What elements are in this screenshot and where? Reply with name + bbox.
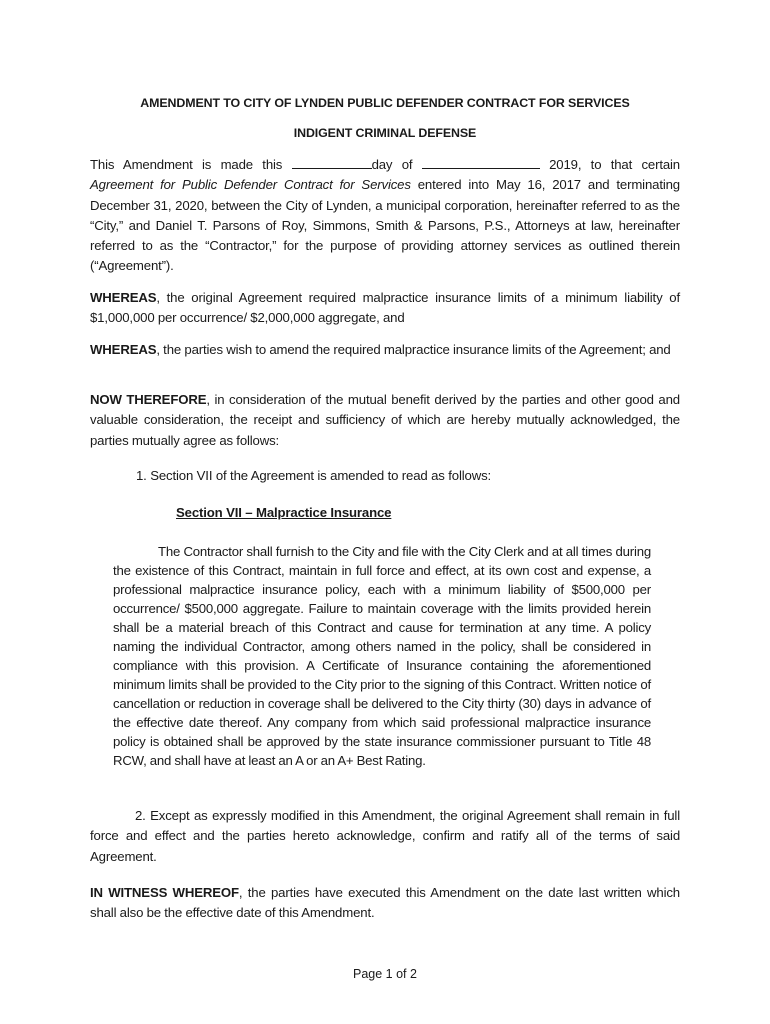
intro-text-3: 2019, to that certain — [539, 157, 680, 172]
date-month-blank — [422, 155, 540, 169]
whereas-lead-2: WHEREAS — [90, 342, 157, 357]
item-2: 2. Except as expressly modified in this Amendment, the original Agreement shall remain in full force and effect and the parties hereto acknowledge, confirm and ratify all of the terms of said Agreement. — [90, 808, 680, 864]
whereas-lead-1: WHEREAS — [90, 290, 157, 305]
witness-lead: IN WITNESS WHEREOF — [90, 885, 239, 900]
whereas-paragraph-2 — [90, 340, 680, 360]
now-therefore-text: , in consideration of the mutual benefit derived by the parties and other good and valuable consideration, the receipt and sufficiency of which are hereby mutually acknowledged, the parties mutually agree as follows: — [90, 392, 680, 448]
section-heading: Section VII – Malpractice Insurance — [176, 505, 392, 520]
section-body: The Contractor shall furnish to the City and file with the City Clerk and at all times during the existence of this Contract, maintain in full force and effect, at its own cost and expense, a professional malpractice insurance policy, each with a minimum liability of $500,000 per occurrence/ $500,000 aggregate. Failure to maintain coverage with the limits provided herein shall be a material breach of this Contract and cause for termination at any time. A policy naming the individual Contractor, among others named in the policy, shall be considered in compliance with this provision. A Certificate of Insurance containing the aforementioned minimum limits shall be provided to the City prior to the signing of this Contract. Written notice of cancellation or reduction in coverage shall be delivered to the City thirty (30) days in advance of the effective date thereof. Any company from which said professional malpractice insurance policy is obtained shall be approved by the state insurance commissioner pursuant to Title 48 RCW, and shall have at least an A or an A+ Best Rating. — [113, 544, 651, 768]
whereas-paragraph-1 — [90, 288, 680, 329]
page-number: Page 1 of 2 — [353, 967, 417, 981]
whereas-text-2: , the parties wish to amend the required malpractice insurance limits of the Agreement; and — [156, 342, 671, 357]
document-title: AMENDMENT TO CITY OF LYNDEN PUBLIC DEFENDER CONTRACT FOR SERVICES — [140, 96, 630, 110]
date-day-blank — [292, 155, 372, 169]
intro-text-1: This Amendment is made this — [90, 157, 292, 172]
whereas-text-1: , the original Agreement required malpractice insurance limits of a minimum liability of $1,000,000 per occurrence/ $2,000,000 aggregate, and — [90, 290, 680, 326]
witness-paragraph — [90, 883, 680, 924]
document-subtitle: INDIGENT CRIMINAL DEFENSE — [293, 126, 477, 140]
intro-paragraph — [90, 155, 680, 277]
now-therefore-lead: NOW THEREFORE — [90, 392, 207, 407]
intro-text-4: entered into May 16, 2017 and terminating December 31, 2020, between the City of Lynden, a municipal corporation, hereinafter referred to as the “City,” and Daniel T. Parsons of Roy, Simmons, Smith & Parsons, P.S., Attorneys at law, hereinafter referred to as the “Contractor,” for the purpose of providing attorney services as outlined therein (“Agreement”). — [90, 177, 680, 274]
intro-text-2: day of — [371, 157, 422, 172]
now-therefore-paragraph — [90, 390, 680, 451]
agreement-name: Agreement for Public Defender Contract for Services — [90, 177, 411, 193]
witness-text: , the parties have executed this Amendment on the date last written which shall also be the effective date of this Amendment. — [90, 885, 680, 921]
item-1: 1. Section VII of the Agreement is amended to read as follows: — [136, 468, 492, 483]
